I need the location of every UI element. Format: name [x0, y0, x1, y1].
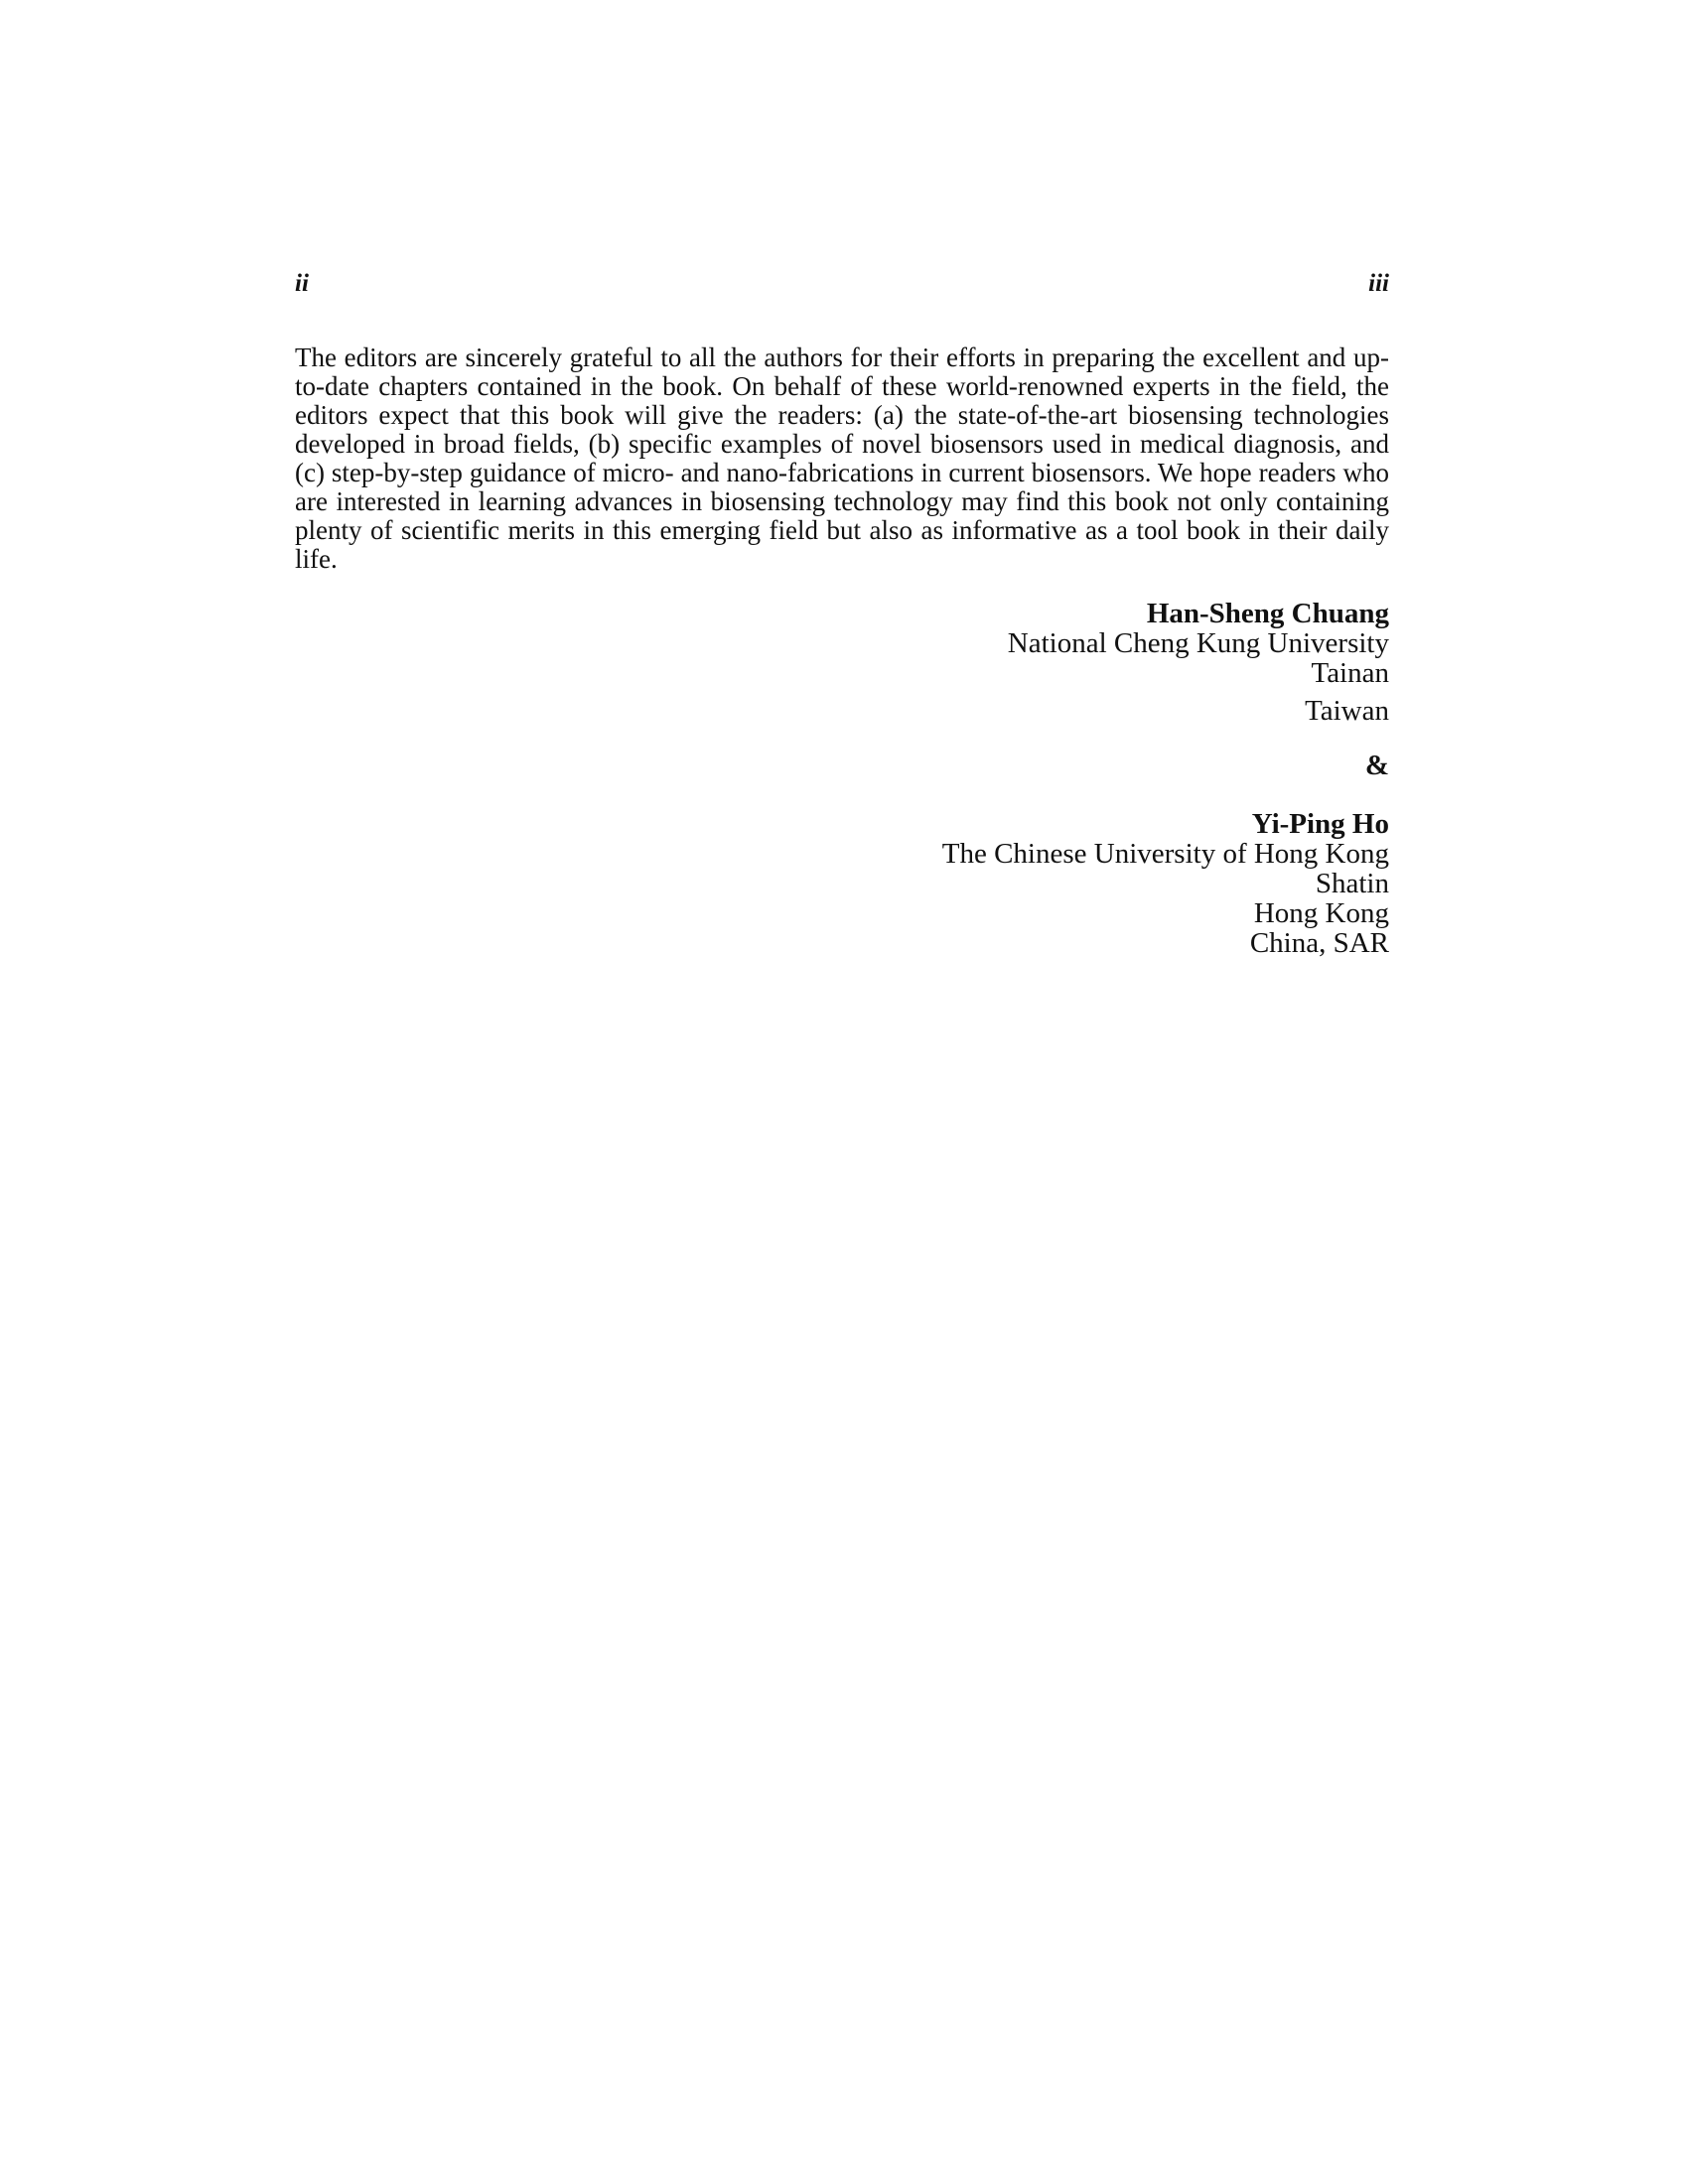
editor-affiliation: National Cheng Kung University: [1007, 627, 1389, 659]
ampersand-separator: &: [1364, 750, 1389, 781]
page-header: [295, 270, 1389, 310]
right-page-number: iii: [1368, 270, 1389, 297]
editor-country: Taiwan: [1305, 695, 1389, 727]
left-page-number: ii: [295, 270, 309, 297]
editor-country: China, SAR: [1249, 927, 1389, 959]
editor-name: Yi-Ping Ho: [1251, 808, 1389, 840]
editor-city: Tainan: [1311, 657, 1389, 689]
editor-name: Han-Sheng Chuang: [1146, 598, 1389, 629]
editor-city: Shatin: [1315, 868, 1389, 899]
editor-block-2: [694, 809, 1389, 958]
editor-block-1: [694, 599, 1389, 726]
editor-region: Hong Kong: [1253, 897, 1389, 929]
preface-paragraph: The editors are sincerely grateful to all the authors for their efforts in preparing the excellent and up-to-date chapters contained in the book. On behalf of these world-renowned experts in the field, the editors expect that this book will give the readers: (a) the state-of-the-art biosensing technologies developed in broad fields, (b) specific examples of novel biosensors used in medical diagnosis, and (c) step-by-step guidance of micro- and nano-fabrications in current biosensors. We hope readers who are interested in learning advances in biosensing technology may find this book not only containing plenty of scientific merits in this emerging field but also as informative as a tool book in their daily life.: [295, 342, 1389, 574]
editors-signature-block: [694, 599, 1389, 958]
editor-affiliation: The Chinese University of Hong Kong: [941, 838, 1389, 870]
